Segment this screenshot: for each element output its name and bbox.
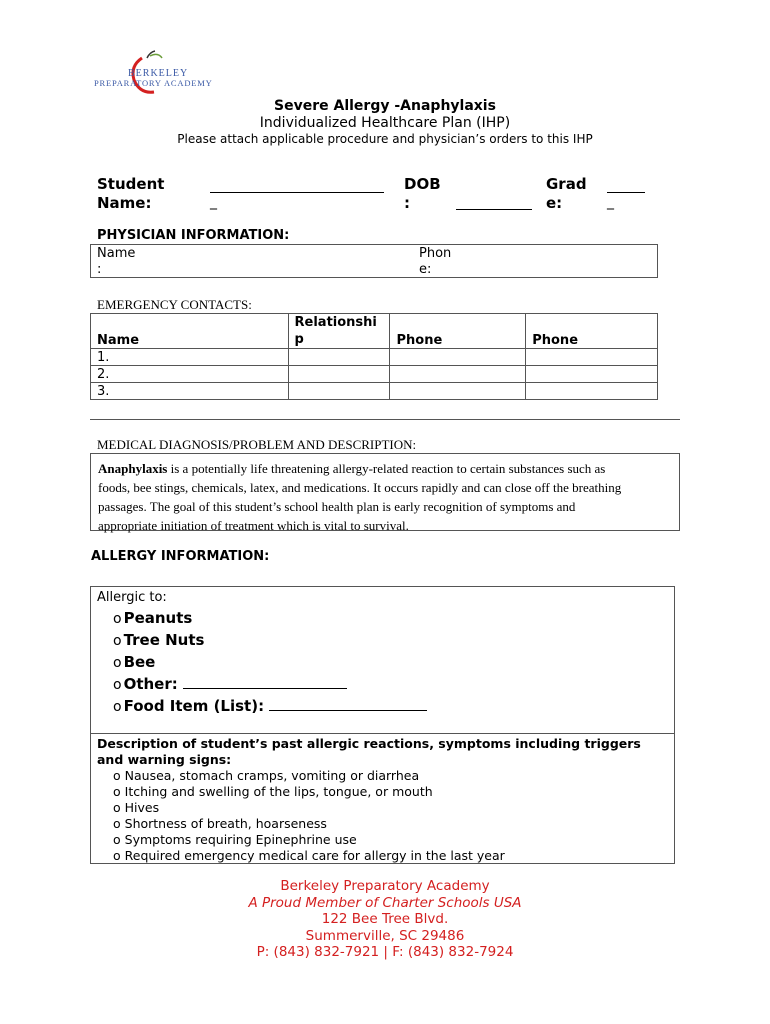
- phone-cell[interactable]: [390, 349, 526, 366]
- student-name-label: Student Name:: [97, 175, 165, 212]
- physician-phone-label[interactable]: Phon e:: [419, 246, 452, 277]
- diagnosis-term: Anaphylaxis: [98, 461, 168, 476]
- allergic-to-box: [90, 586, 675, 734]
- food-item-field[interactable]: [269, 696, 427, 711]
- list-item: o Itching and swelling of the lips, tongue, or mouth: [113, 784, 433, 799]
- grade-label: Grad e:: [546, 175, 587, 212]
- reactions-heading: Description of student’s past allergic reactions, symptoms including triggers and warning signs:: [97, 736, 641, 767]
- diagnosis-line-2: foods, bee stings, chemicals, latex, and medications. It occurs rapidly and can close off the breathing: [98, 480, 622, 495]
- physician-heading: PHYSICIAN INFORMATION:: [97, 228, 290, 243]
- column-header-phone-2: Phone: [526, 314, 658, 349]
- physician-box: [90, 244, 658, 278]
- grade-field[interactable]: [607, 175, 645, 193]
- allergy-heading: ALLERGY INFORMATION:: [91, 549, 270, 564]
- logo-line-1: BERKELEY: [128, 68, 189, 79]
- emergency-contacts-table: [90, 313, 658, 400]
- list-item[interactable]: o Other:: [113, 673, 427, 695]
- grade-suffix: _: [607, 194, 614, 210]
- dob-label: DOB :: [404, 175, 441, 212]
- phone-cell[interactable]: [390, 366, 526, 383]
- footer-school-name: Berkeley Preparatory Academy: [280, 878, 490, 894]
- list-item: o Shortness of breath, hoarseness: [113, 816, 327, 831]
- table-row: [91, 349, 658, 366]
- student-name-suffix: _: [210, 194, 217, 210]
- phone-cell[interactable]: [526, 366, 658, 383]
- row-number[interactable]: 3.: [91, 383, 289, 400]
- footer: [0, 878, 770, 961]
- section-divider: [90, 419, 680, 420]
- diagnosis-line-3: passages. The goal of this student’s school health plan is early recognition of symptoms and: [98, 499, 576, 514]
- phone-cell[interactable]: [526, 383, 658, 400]
- column-header-name: Name: [91, 314, 289, 349]
- allergic-to-label: Allergic to:: [97, 590, 167, 605]
- dob-field[interactable]: [456, 192, 532, 210]
- column-header-phone-1: Phone: [390, 314, 526, 349]
- list-item[interactable]: o Bee: [113, 653, 156, 671]
- diagnosis-box: [90, 453, 680, 531]
- list-item: o Required emergency medical care for allergy in the last year: [113, 848, 505, 863]
- diagnosis-line-1: is a potentially life threatening allergy-related reaction to certain substances such as: [167, 461, 606, 476]
- phone-cell[interactable]: [390, 383, 526, 400]
- relationship-cell[interactable]: [288, 349, 390, 366]
- emergency-heading: EMERGENCY CONTACTS:: [97, 297, 252, 312]
- relationship-cell[interactable]: [288, 383, 390, 400]
- column-header-relationship: Relationshi p: [288, 314, 390, 349]
- relationship-cell[interactable]: [288, 366, 390, 383]
- logo-line-2: PREPARATORY ACADEMY: [94, 78, 213, 88]
- warning-signs-list: [113, 768, 505, 864]
- row-number[interactable]: 1.: [91, 349, 289, 366]
- list-item[interactable]: o Tree Nuts: [113, 631, 205, 649]
- school-logo: [92, 48, 217, 96]
- document-title: Severe Allergy -Anaphylaxis: [274, 98, 496, 114]
- student-name-field[interactable]: [210, 175, 384, 193]
- list-item[interactable]: o Food Item (List):: [113, 695, 427, 717]
- table-row: [91, 383, 658, 400]
- allergy-list: [113, 607, 427, 717]
- table-header-row: [91, 314, 658, 349]
- phone-cell[interactable]: [526, 349, 658, 366]
- footer-address-1: 122 Bee Tree Blvd.: [321, 911, 449, 927]
- diagnosis-line-4: appropriate initiation of treatment which is vital to survival.: [98, 518, 409, 533]
- document-note: Please attach applicable procedure and physician’s orders to this IHP: [177, 132, 593, 146]
- list-item[interactable]: o Peanuts: [113, 609, 193, 627]
- physician-name-label[interactable]: Name :: [97, 246, 136, 277]
- footer-phones: P: (843) 832-7921 | F: (843) 832-7924: [256, 944, 514, 960]
- diagnosis-heading: MEDICAL DIAGNOSIS/PROBLEM AND DESCRIPTION:: [97, 437, 417, 452]
- list-item: o Nausea, stomach cramps, vomiting or diarrhea: [113, 768, 420, 783]
- list-item: o Hives: [113, 800, 160, 815]
- other-allergy-field[interactable]: [183, 674, 347, 689]
- document-subtitle: Individualized Healthcare Plan (IHP): [259, 115, 511, 131]
- table-row: [91, 366, 658, 383]
- list-item: o Symptoms requiring Epinephrine use: [113, 832, 357, 847]
- reactions-box: [90, 733, 675, 864]
- footer-tagline: A Proud Member of Charter Schools USA: [248, 894, 522, 911]
- footer-address-2: Summerville, SC 29486: [305, 927, 465, 944]
- row-number[interactable]: 2.: [91, 366, 289, 383]
